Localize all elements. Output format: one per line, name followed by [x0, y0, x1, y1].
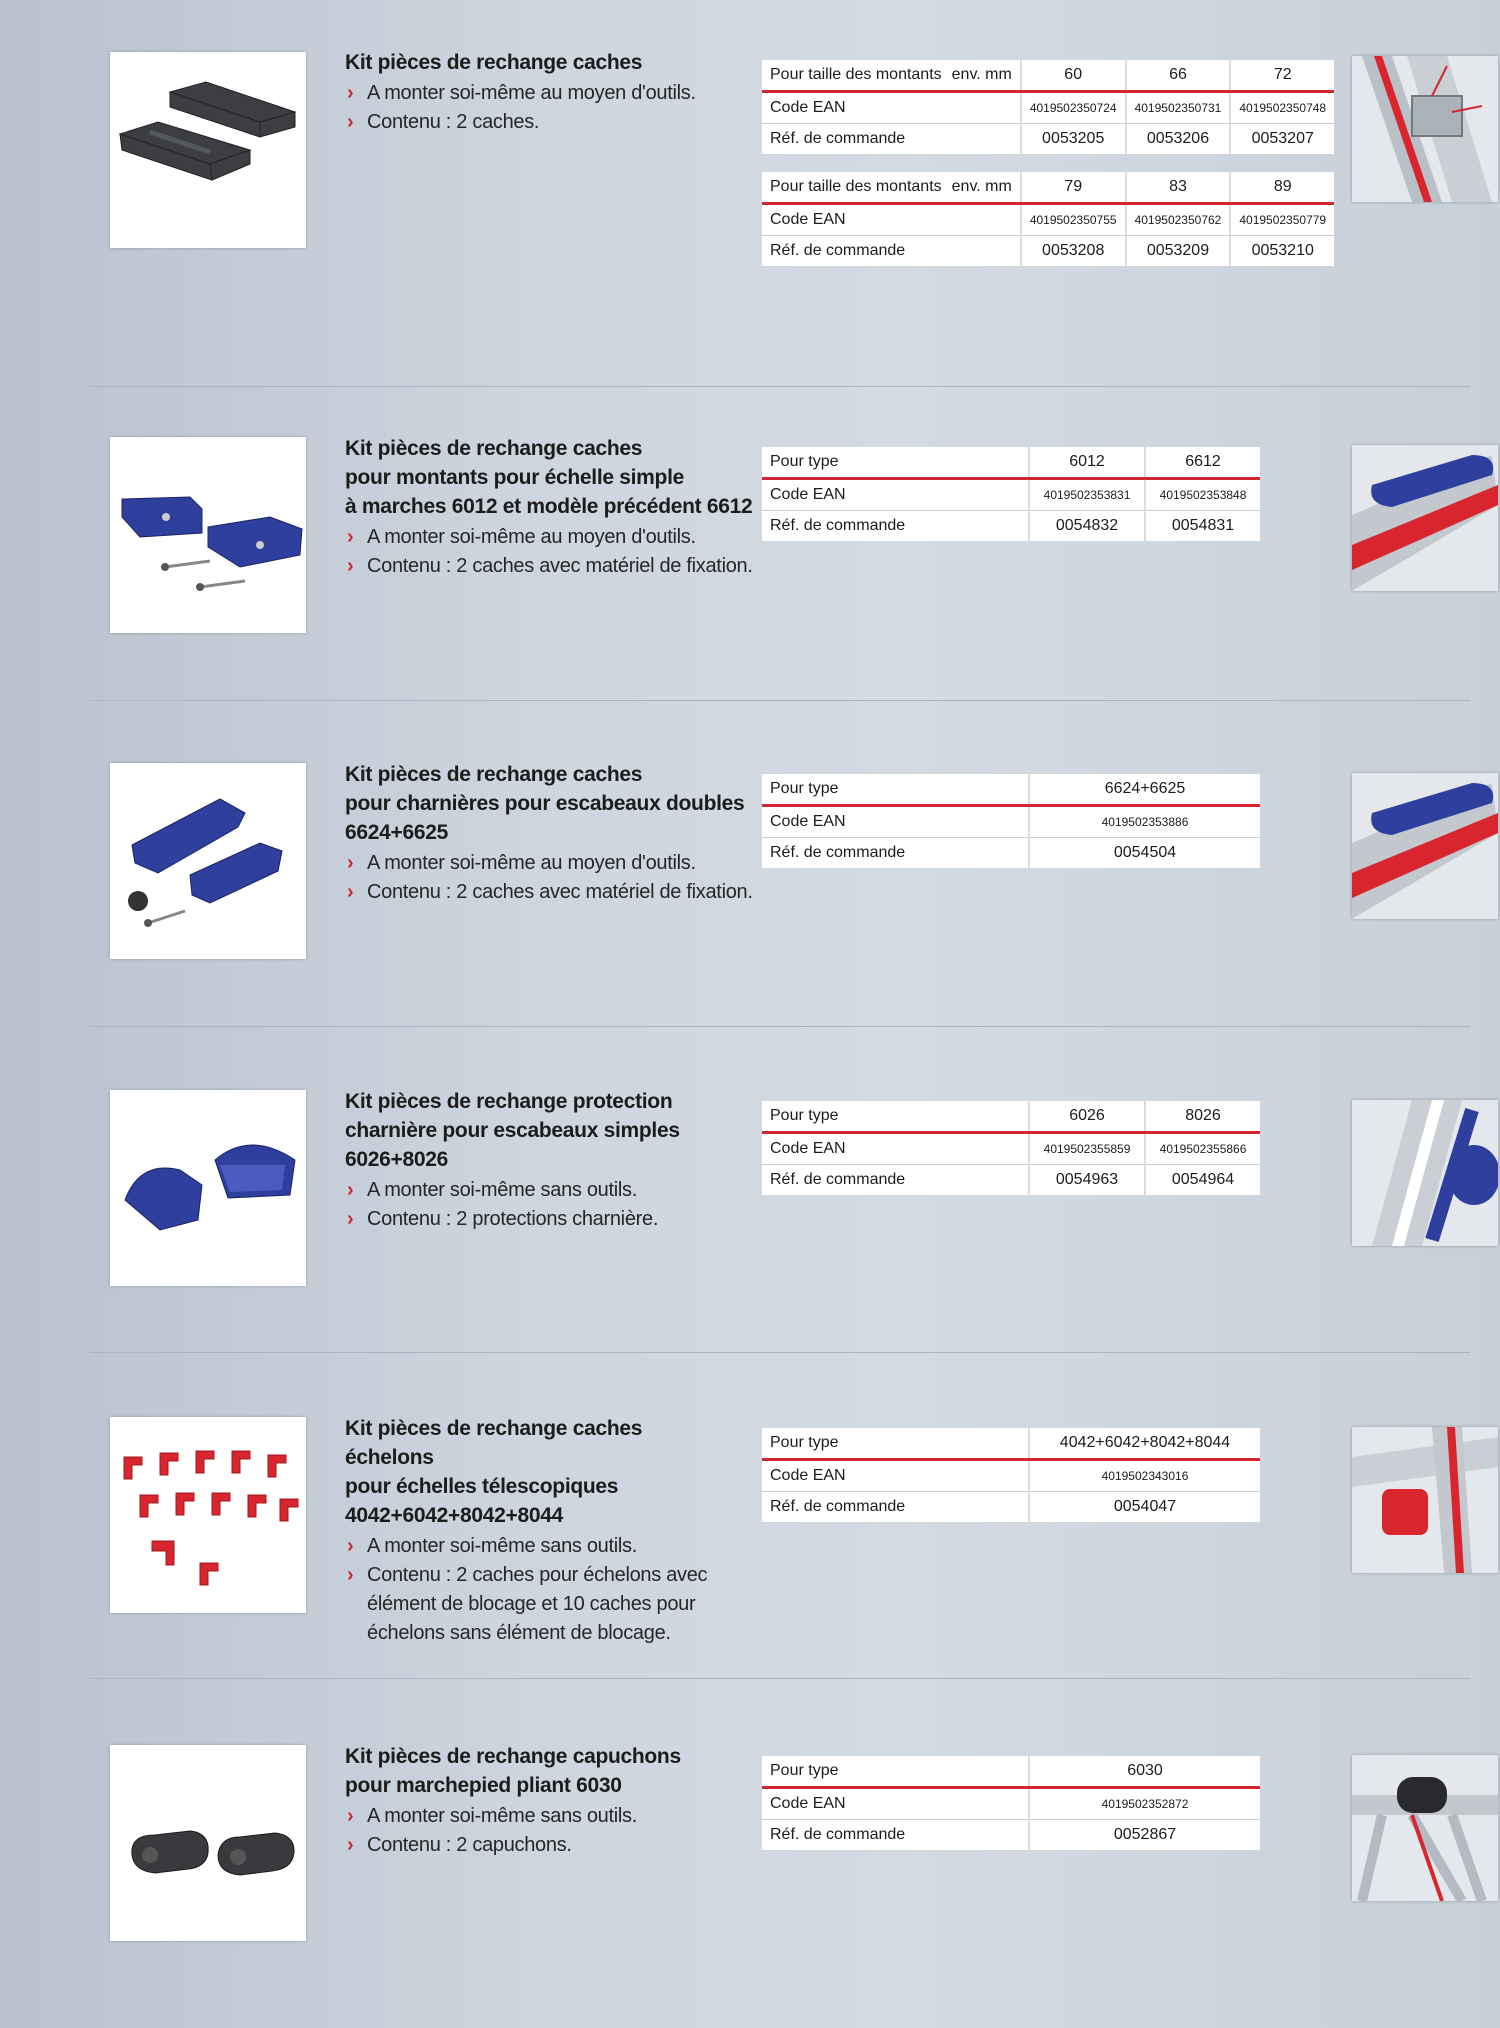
spec-table	[762, 1101, 1260, 1195]
ean-label: Code EAN	[762, 1460, 1029, 1492]
title-line: à marches 6012 et modèle précédent 6612	[345, 495, 753, 518]
table-cell: 0054047	[1029, 1492, 1260, 1523]
title-line: pour échelles télescopiques	[345, 1475, 619, 1498]
title-line: Kit pièces de rechange caches	[345, 763, 643, 786]
table-row	[762, 60, 1334, 92]
title-line: 6624+6625	[345, 821, 448, 844]
ean-label: Code EAN	[762, 1133, 1029, 1165]
table-row	[762, 236, 1334, 267]
bullet-item	[345, 1532, 725, 1561]
spec-table	[762, 1756, 1260, 1850]
bullet-item	[345, 1176, 755, 1205]
table-cell: 6012	[1029, 447, 1145, 479]
header-label: Pour type	[770, 780, 839, 797]
product-image-black-caps	[110, 1745, 306, 1941]
product-image-grey-caps	[110, 52, 306, 248]
table-cell: 4019502355859	[1029, 1133, 1145, 1165]
table-cell: 6030	[1029, 1756, 1260, 1788]
title-line: Kit pièces de rechange caches échelons	[345, 1417, 643, 1469]
title-line: pour montants pour échelle simple	[345, 466, 684, 489]
red-rung-caps-icon	[110, 1417, 306, 1613]
table-cell: 89	[1230, 172, 1334, 204]
chevron-right-icon: ›	[347, 1564, 354, 1586]
spec-table	[762, 774, 1260, 868]
bullet-list	[345, 79, 755, 137]
table-cell: 4019502353848	[1145, 479, 1260, 511]
ladder-profile-with-arrows-icon	[1352, 56, 1498, 202]
product-title	[345, 434, 755, 521]
application-photo	[1352, 1427, 1498, 1573]
table-cell: 72	[1230, 60, 1334, 92]
ref-label: Réf. de commande	[770, 1498, 906, 1515]
header-unit: env. mm	[951, 178, 1012, 195]
title-line: Kit pièces de rechange protection	[345, 1090, 673, 1113]
table-cell: 6026	[1029, 1101, 1145, 1133]
bullet-item	[345, 1802, 755, 1831]
header-unit: env. mm	[951, 66, 1012, 83]
product-title	[345, 1414, 725, 1530]
table-row	[762, 447, 1260, 479]
table-cell: 0053205	[1021, 124, 1126, 155]
ladder-rail-blue-cap-icon	[1352, 445, 1498, 591]
title-line: Kit pièces de rechange caches	[345, 51, 643, 74]
chevron-right-icon: ›	[347, 1834, 354, 1856]
product-image-blue-protectors	[110, 1090, 306, 1286]
bullet-text: A monter soi-même au moyen d'outils.	[367, 526, 696, 548]
header-label-cell	[762, 447, 1029, 479]
blue-hinge-caps-icon	[110, 763, 306, 959]
chevron-right-icon: ›	[347, 1179, 354, 1201]
bullet-text: Contenu : 2 caches avec matériel de fixation.	[367, 881, 753, 903]
section-separator	[90, 1352, 1470, 1353]
header-label: Pour type	[770, 1434, 839, 1451]
bullet-list	[345, 523, 755, 581]
bullet-list	[345, 1532, 725, 1648]
header-label: Pour type	[770, 1107, 839, 1124]
table-row	[762, 1756, 1260, 1788]
section-separator	[90, 1678, 1470, 1679]
chevron-right-icon: ›	[347, 111, 354, 133]
ean-label: Code EAN	[762, 479, 1029, 511]
table-cell: 0053206	[1126, 124, 1231, 155]
table-cell: 0054504	[1029, 838, 1260, 869]
title-line: 6026+8026	[345, 1148, 448, 1171]
grey-end-caps-icon	[110, 52, 306, 248]
table-cell: 6624+6625	[1029, 774, 1260, 806]
table-cell: 4019502350755	[1021, 204, 1126, 236]
header-label-cell	[762, 774, 1029, 806]
header-label: Pour type	[770, 453, 839, 470]
ref-label: Réf. de commande	[770, 1826, 906, 1843]
table-cell: 0053207	[1230, 124, 1334, 155]
table-cell: 0053208	[1021, 236, 1126, 267]
bullet-item	[345, 878, 755, 907]
title-line: Kit pièces de rechange capuchons	[345, 1745, 681, 1768]
ean-label: Code EAN	[762, 204, 1021, 236]
table-row	[762, 1820, 1260, 1851]
chevron-right-icon: ›	[347, 1535, 354, 1557]
ean-label: Code EAN	[762, 92, 1021, 124]
table-cell: 4019502350762	[1126, 204, 1231, 236]
bullet-item	[345, 849, 755, 878]
header-label: Pour taille des montants	[770, 66, 942, 83]
bullet-item	[345, 1561, 725, 1648]
bullet-list	[345, 849, 755, 907]
ladder-rail-blue-cap-icon	[1352, 773, 1498, 919]
section-separator	[90, 700, 1470, 701]
table-row	[762, 1460, 1260, 1492]
table-cell: 0054963	[1029, 1165, 1145, 1196]
product-title	[345, 48, 755, 77]
ref-label: Réf. de commande	[770, 242, 906, 259]
bullet-text: A monter soi-même sans outils.	[367, 1179, 637, 1201]
chevron-right-icon: ›	[347, 1805, 354, 1827]
ref-label: Réf. de commande	[770, 1171, 906, 1188]
bullet-text: A monter soi-même sans outils.	[367, 1535, 637, 1557]
table-cell: 8026	[1145, 1101, 1260, 1133]
section-separator	[90, 386, 1470, 387]
table-cell: 6612	[1145, 447, 1260, 479]
bullet-item	[345, 523, 755, 552]
bullet-list	[345, 1802, 755, 1860]
bullet-text: A monter soi-même au moyen d'outils.	[367, 852, 696, 874]
table-row	[762, 1492, 1260, 1523]
ean-label: Code EAN	[762, 1788, 1029, 1820]
ean-label: Code EAN	[762, 806, 1029, 838]
table-row	[762, 1788, 1260, 1820]
bullet-list	[345, 1176, 755, 1234]
table-cell: 0052867	[1029, 1820, 1260, 1851]
table-cell: 4019502350731	[1126, 92, 1231, 124]
product-title	[345, 1087, 755, 1174]
table-row	[762, 92, 1334, 124]
table-cell: 0053209	[1126, 236, 1231, 267]
title-line: 4042+6042+8042+8044	[345, 1504, 563, 1527]
table-cell: 0054831	[1145, 511, 1260, 542]
bullet-item	[345, 1205, 755, 1234]
bullet-item	[345, 79, 755, 108]
title-line: charnière pour escabeaux simples	[345, 1119, 680, 1142]
bullet-text: A monter soi-même au moyen d'outils.	[367, 82, 696, 104]
bullet-item	[345, 1831, 755, 1860]
table-cell: 4019502352872	[1029, 1788, 1260, 1820]
spec-table	[762, 172, 1334, 266]
header-label: Pour taille des montants	[770, 178, 942, 195]
table-row	[762, 479, 1260, 511]
title-line: pour charnières pour escabeaux doubles	[345, 792, 745, 815]
table-cell: 4042+6042+8042+8044	[1029, 1428, 1260, 1460]
application-photo	[1352, 1755, 1498, 1901]
bullet-text: A monter soi-même sans outils.	[367, 1805, 637, 1827]
table-row	[762, 1133, 1260, 1165]
table-row	[762, 172, 1334, 204]
application-photo	[1352, 445, 1498, 591]
table-row	[762, 806, 1260, 838]
ref-label: Réf. de commande	[770, 517, 906, 534]
blue-caps-with-screws-icon	[110, 437, 306, 633]
table-row	[762, 838, 1260, 869]
table-row	[762, 204, 1334, 236]
header-label: Pour type	[770, 1762, 839, 1779]
spec-table	[762, 447, 1260, 541]
section-separator	[90, 1026, 1470, 1027]
chevron-right-icon: ›	[347, 555, 354, 577]
ladder-rung-red-cap-icon	[1352, 1427, 1498, 1573]
bullet-item	[345, 552, 755, 581]
product-image-blue-caps	[110, 437, 306, 633]
chevron-right-icon: ›	[347, 526, 354, 548]
table-cell: 4019502353886	[1029, 806, 1260, 838]
spec-table	[762, 60, 1334, 154]
bullet-text: Contenu : 2 protections charnière.	[367, 1208, 659, 1230]
folding-step-black-cap-icon	[1352, 1755, 1498, 1901]
application-photo	[1352, 56, 1498, 202]
table-row	[762, 1101, 1260, 1133]
table-cell: 79	[1021, 172, 1126, 204]
application-photo	[1352, 1100, 1498, 1246]
table-cell: 4019502353831	[1029, 479, 1145, 511]
table-cell: 4019502343016	[1029, 1460, 1260, 1492]
product-image-blue-hinge-caps	[110, 763, 306, 959]
table-cell: 4019502355866	[1145, 1133, 1260, 1165]
table-row	[762, 774, 1260, 806]
bullet-text: Contenu : 2 caches.	[367, 111, 540, 133]
table-row	[762, 1428, 1260, 1460]
application-photo	[1352, 773, 1498, 919]
bullet-text: Contenu : 2 capuchons.	[367, 1834, 572, 1856]
table-cell: 66	[1126, 60, 1231, 92]
product-image-red-caps	[110, 1417, 306, 1613]
title-line: Kit pièces de rechange caches	[345, 437, 643, 460]
header-label-cell	[762, 172, 1021, 204]
hymer-ladder-hinge-icon	[1352, 1100, 1498, 1246]
chevron-right-icon: ›	[347, 852, 354, 874]
table-cell: 4019502350779	[1230, 204, 1334, 236]
header-label-cell	[762, 1101, 1029, 1133]
table-cell: 4019502350724	[1021, 92, 1126, 124]
table-cell: 0053210	[1230, 236, 1334, 267]
table-row	[762, 511, 1260, 542]
chevron-right-icon: ›	[347, 881, 354, 903]
table-cell: 83	[1126, 172, 1231, 204]
black-caps-icon	[110, 1745, 306, 1941]
chevron-right-icon: ›	[347, 1208, 354, 1230]
ref-label: Réf. de commande	[770, 844, 906, 861]
product-title	[345, 760, 755, 847]
table-cell: 0054832	[1029, 511, 1145, 542]
bullet-text: Contenu : 2 caches avec matériel de fixation.	[367, 555, 753, 577]
header-label-cell	[762, 1428, 1029, 1460]
blue-hinge-protectors-icon	[110, 1090, 306, 1286]
bullet-item	[345, 108, 755, 137]
spec-table	[762, 1428, 1260, 1522]
table-row	[762, 1165, 1260, 1196]
bullet-text: Contenu : 2 caches pour échelons avec élément de blocage et 10 caches pour échelons sans élément de blocage.	[367, 1564, 708, 1644]
header-label-cell	[762, 1756, 1029, 1788]
ref-label: Réf. de commande	[770, 130, 906, 147]
table-cell: 60	[1021, 60, 1126, 92]
table-cell: 4019502350748	[1230, 92, 1334, 124]
title-line: pour marchepied pliant 6030	[345, 1774, 622, 1797]
table-cell: 0054964	[1145, 1165, 1260, 1196]
header-label-cell	[762, 60, 1021, 92]
table-row	[762, 124, 1334, 155]
chevron-right-icon: ›	[347, 82, 354, 104]
product-title	[345, 1742, 755, 1800]
